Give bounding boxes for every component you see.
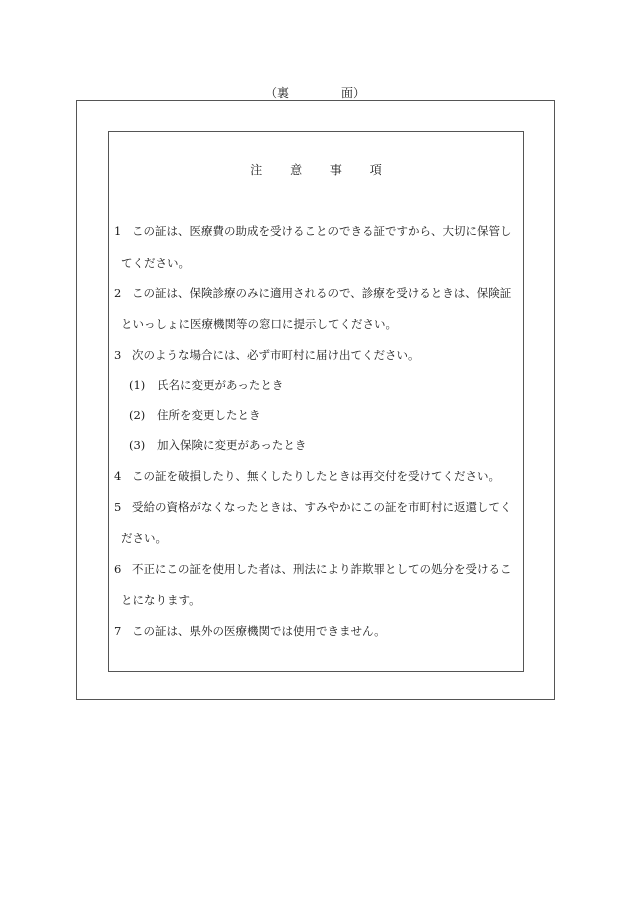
subitem-number: (2) [129,408,146,422]
item-number: 2 [114,286,122,300]
notice-subitem-1 [129,378,283,392]
item-number: 1 [114,224,122,238]
item-text: この証を破損したり、無くしたりしたときは再交付を受けてください。 [132,469,500,483]
side-label [0,84,630,101]
heading-char: 項 [369,163,382,177]
notice-item-3 [114,348,420,362]
notice-item-5-continuation [121,531,167,545]
notice-item-6 [114,562,512,576]
item-text: といっしょに医療機関等の窓口に提示してください。 [121,317,397,331]
heading-char: 意 [290,163,303,177]
item-text: この証は、保険診療のみに適用されるので、診療を受けるときは、保険証 [132,286,512,300]
notice-item-2 [114,286,511,300]
side-label-right: 面） [341,86,366,100]
heading-char: 事 [329,163,342,177]
notice-heading [108,161,524,178]
notice-item-6-continuation [121,593,201,607]
notice-item-1 [114,224,512,238]
item-text: ださい。 [121,531,167,545]
side-label-left: （裏 [264,86,289,100]
item-text: 次のような場合には、必ず市町村に届け出てください。 [132,348,420,362]
item-text: この証は、医療費の助成を受けることのできる証ですから、大切に保管し [132,224,512,238]
notice-subitem-3 [129,438,306,452]
item-number: 7 [114,624,122,638]
notice-item-7 [114,624,386,638]
item-text: この証は、県外の医療機関では使用できません。 [132,624,386,638]
notice-subitem-2 [129,408,261,422]
subitem-number: (3) [129,438,146,452]
notice-item-2-continuation [121,317,397,331]
item-number: 5 [114,500,122,514]
notice-item-5 [114,500,512,514]
item-text: 受給の資格がなくなったときは、すみやかにこの証を市町村に返還してく [132,500,512,514]
item-number: 4 [114,469,122,483]
notice-item-4 [114,469,500,483]
item-number: 3 [114,348,122,362]
inner-frame [108,131,524,672]
subitem-text: 住所を変更したとき [157,408,261,422]
subitem-text: 氏名に変更があったとき [157,378,284,392]
item-text: 不正にこの証を使用した者は、刑法により詐欺罪としての処分を受けるこ [132,562,512,576]
item-text: てください。 [121,256,190,270]
heading-char: 注 [250,163,263,177]
subitem-text: 加入保険に変更があったとき [157,438,307,452]
item-number: 6 [114,562,122,576]
item-text: とになります。 [121,593,201,607]
subitem-number: (1) [129,378,146,392]
notice-item-1-continuation [121,256,190,270]
